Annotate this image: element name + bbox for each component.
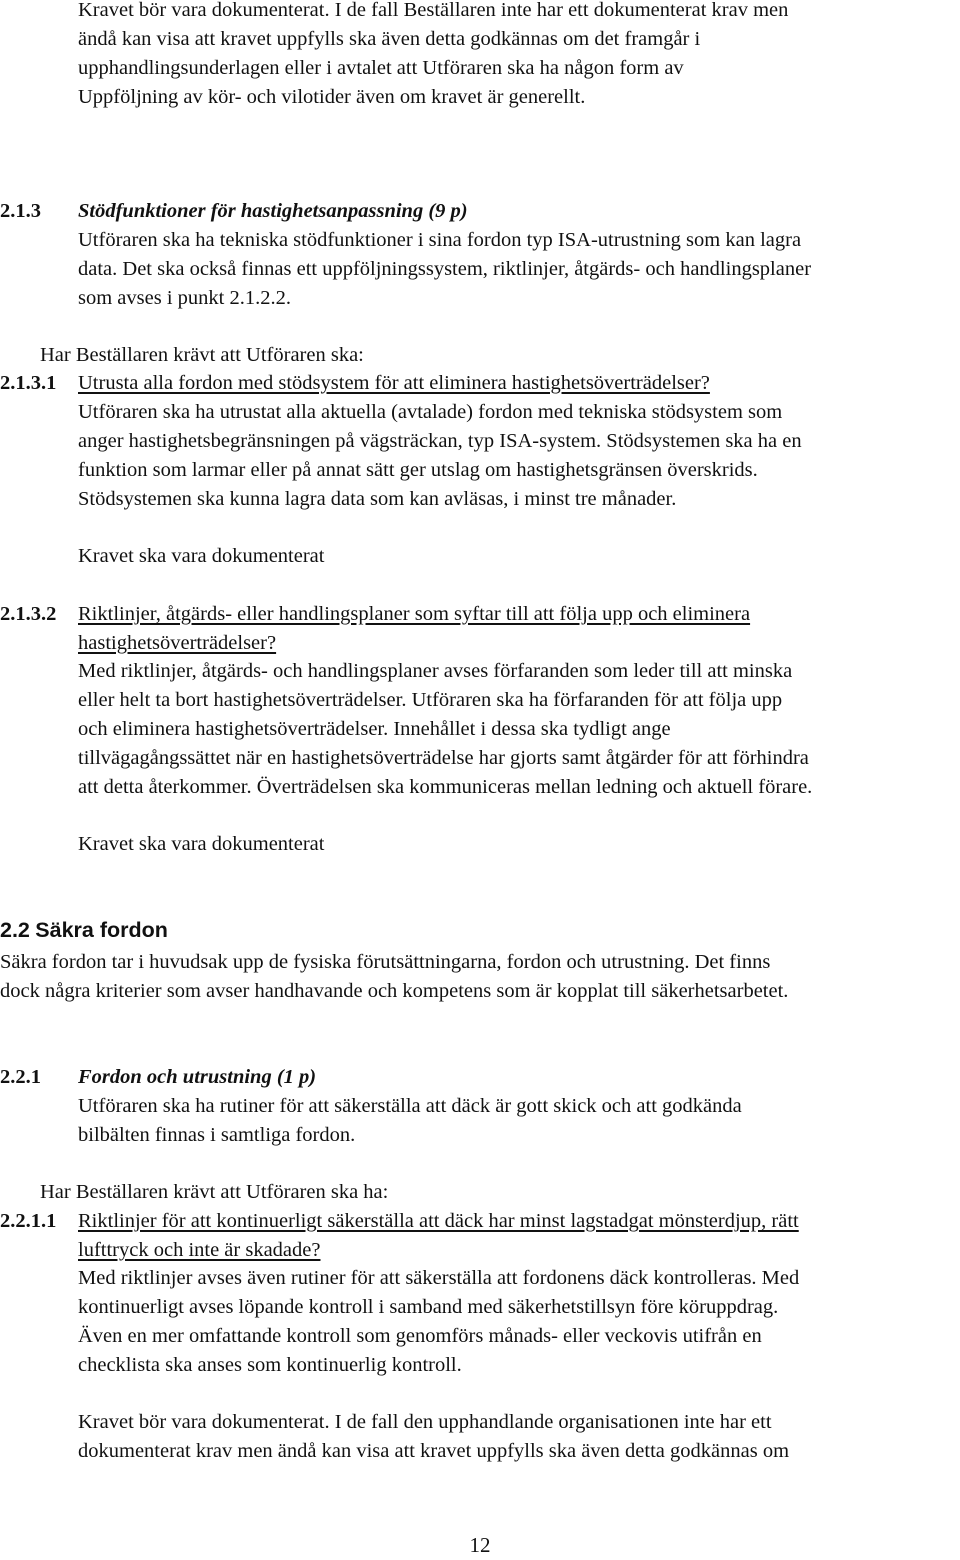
paragraph-line: kontinuerligt avses löpande kontroll i samband med säkerhetstillsyn före köruppdrag. (78, 1296, 779, 1318)
paragraph-line: upphandlingsunderlagen eller i avtalet att Utföraren ska ha någon form av (78, 57, 684, 79)
requirement-note: Kravet ska vara dokumenterat (78, 833, 325, 855)
paragraph-line: Kravet bör vara dokumenterat. I de fall Beställaren inte har ett dokumenterat krav men (78, 0, 789, 21)
requirement-note: Kravet ska vara dokumenterat (78, 545, 325, 567)
criterion-question: hastighetsöverträdelser? (78, 632, 277, 654)
paragraph-line: anger hastighetsbegränsningen på vägsträckan, typ ISA-system. Stödsystemen ska ha en (78, 430, 802, 452)
section-title: Fordon och utrustning (1 p) (78, 1066, 317, 1088)
paragraph-line: tillvägagångssättet när en hastighetsöverträdelse har gjorts samt åtgärder för att förhindra (78, 747, 809, 769)
paragraph-line: eller helt ta bort hastighetsöverträdelser. Utföraren ska ha förfaranden för att följa upp (78, 689, 783, 711)
requirement-prompt: Har Beställaren krävt att Utföraren ska ha: (40, 1181, 389, 1203)
paragraph-line: bilbälten finnas i samtliga fordon. (78, 1124, 356, 1146)
criterion-number: 2.2.1.1 (0, 1210, 57, 1232)
paragraph-line: Med riktlinjer, åtgärds- och handlingsplaner avses förfaranden som leder till att minska (78, 660, 793, 682)
paragraph-line: att detta återkommer. Överträdelsen ska kommuniceras mellan ledning och aktuell förare. (78, 776, 813, 798)
paragraph-line: Stödsystemen ska kunna lagra data som kan avläsas, i minst tre månader. (78, 488, 677, 510)
paragraph-line: checklista ska anses som kontinuerlig kontroll. (78, 1354, 462, 1376)
criterion-number: 2.1.3.2 (0, 603, 57, 625)
section-heading (0, 916, 168, 945)
paragraph-line: Uppföljning av kör- och vilotider även om kravet är generellt. (78, 86, 586, 108)
paragraph-line: Utföraren ska ha rutiner för att säkerställa att däck är gott skick och att godkända (78, 1095, 742, 1117)
section-title: Säkra fordon (35, 918, 168, 942)
criterion-question: Riktlinjer för att kontinuerligt säkerställa att däck har minst lagstadgat mönsterdjup, rätt (78, 1210, 799, 1232)
paragraph-line: Utföraren ska ha utrustat alla aktuella (avtalade) fordon med tekniska stödsystem som (78, 401, 783, 423)
section-number: 2.1.3 (0, 200, 41, 222)
requirement-prompt: Har Beställaren krävt att Utföraren ska: (40, 344, 364, 366)
paragraph-line: dokumenterat krav men ändå kan visa att kravet uppfylls ska även detta godkännas om (78, 1440, 790, 1462)
paragraph-line: ändå kan visa att kravet uppfylls ska även detta godkännas om det framgår i (78, 28, 701, 50)
criterion-number: 2.1.3.1 (0, 372, 57, 394)
paragraph-line: och eliminera hastighetsöverträdelser. Innehållet i dessa ska tydligt ange (78, 718, 671, 740)
paragraph-line: funktion som larmar eller på annat sätt ger utslag om hastighetsgränsen överskrids. (78, 459, 758, 481)
section-number: 2.2.1 (0, 1066, 41, 1088)
paragraph-line: dock några kriterier som avser handhavande och kompetens som är kopplat till säkerhetsarbetet. (0, 980, 789, 1002)
criterion-question: lufttryck och inte är skadade? (78, 1239, 321, 1261)
paragraph-line: Säkra fordon tar i huvudsak upp de fysiska förutsättningarna, fordon och utrustning. Det finns (0, 951, 771, 973)
paragraph-line: Kravet bör vara dokumenterat. I de fall den upphandlande organisationen inte har ett (78, 1411, 772, 1433)
paragraph-line: Med riktlinjer avses även rutiner för att säkerställa att fordonens däck kontrolleras. Med (78, 1267, 800, 1289)
paragraph-line: som avses i punkt 2.1.2.2. (78, 287, 291, 309)
section-title: Stödfunktioner för hastighetsanpassning (9 p) (78, 200, 468, 222)
criterion-question: Riktlinjer, åtgärds- eller handlingsplaner som syftar till att följa upp och eliminera (78, 603, 751, 625)
section-number: 2.2 (0, 918, 30, 942)
paragraph-line: data. Det ska också finnas ett uppföljningssystem, riktlinjer, åtgärds- och handlingsplaner (78, 258, 812, 280)
paragraph-line: Utföraren ska ha tekniska stödfunktioner i sina fordon typ ISA-utrustning som kan lagra (78, 229, 802, 251)
paragraph-line: Även en mer omfattande kontroll som genomförs månads- eller veckovis utifrån en (78, 1325, 762, 1347)
page-number: 12 (469, 1533, 491, 1557)
criterion-question: Utrusta alla fordon med stödsystem för att eliminera hastighetsöverträdelser? (78, 372, 710, 394)
